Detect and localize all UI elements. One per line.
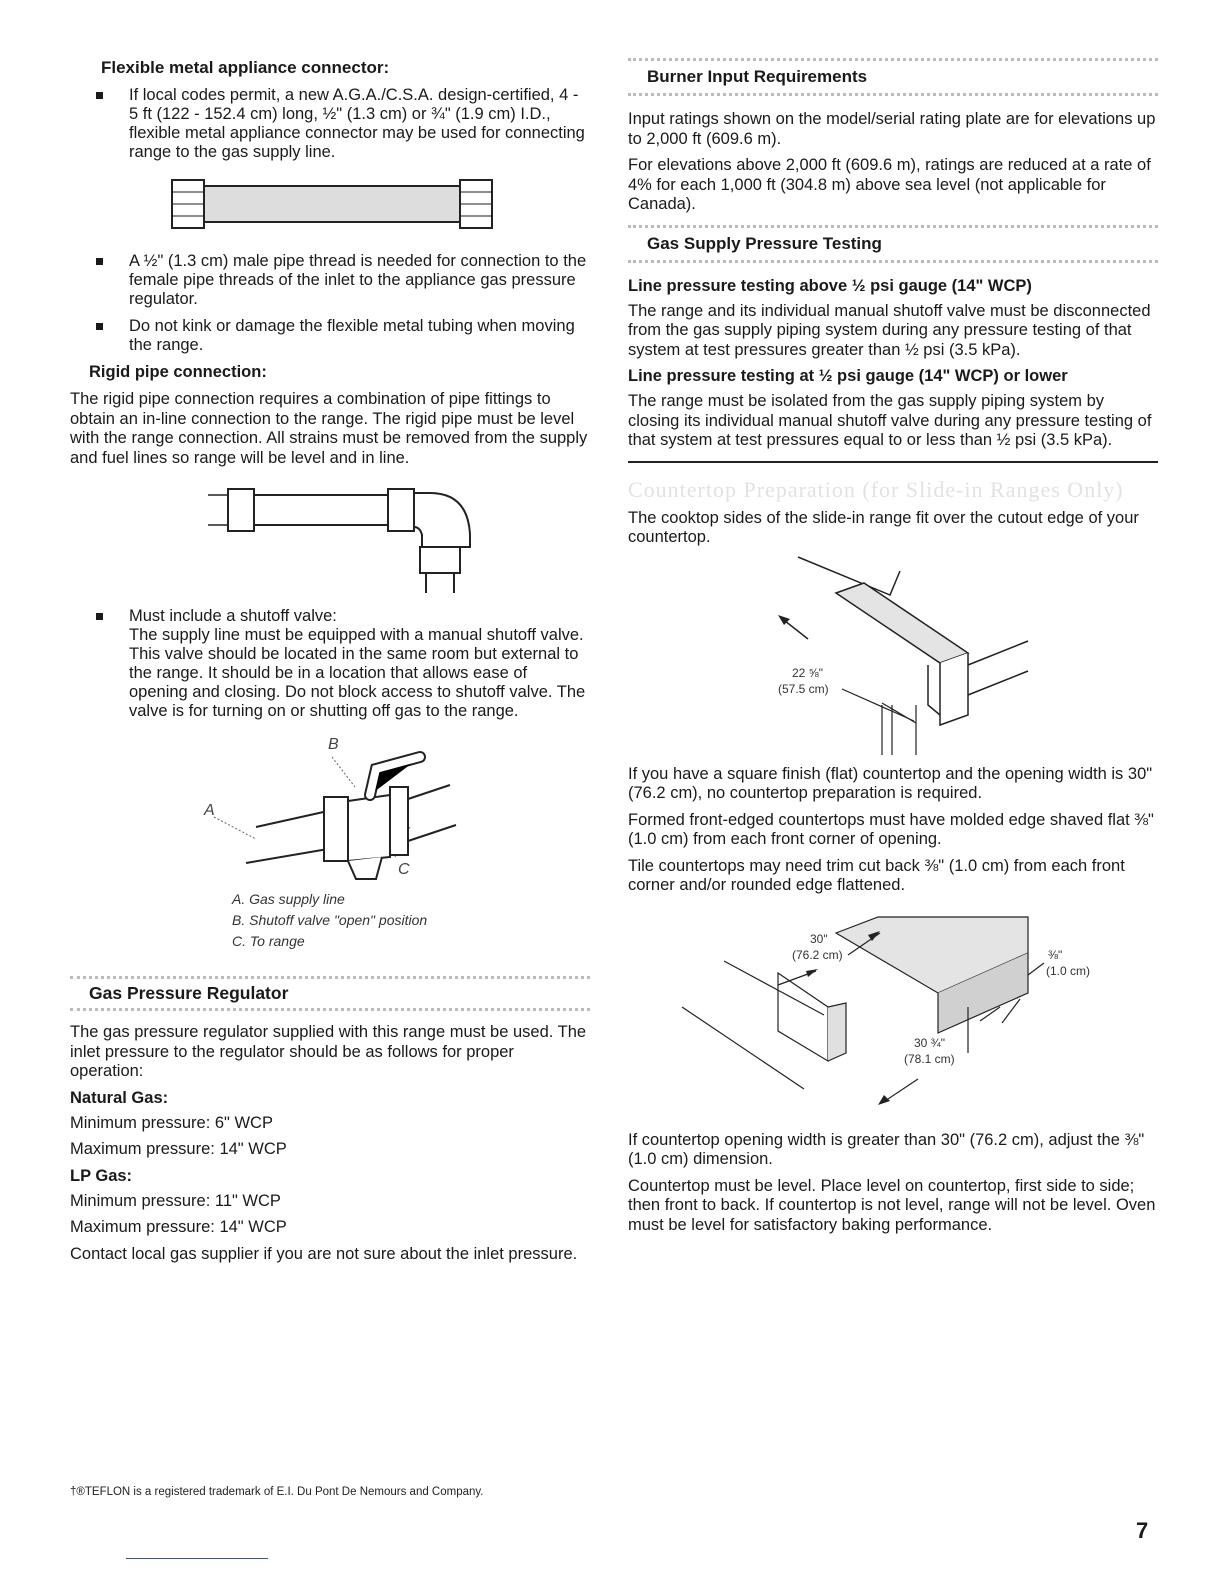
lp-min: Minimum pressure: 11" WCP bbox=[70, 1191, 281, 1210]
level-text: Countertop must be level. Place level on countertop, first side to side; then front to back. If countertop is not level, range will not be level. Oven must be level for satisfactory baking performance. bbox=[628, 1176, 1156, 1234]
dim-1cm: (1.0 cm) bbox=[1046, 963, 1091, 978]
page-number: 7 bbox=[1136, 1518, 1149, 1543]
greater-text: If countertop opening width is greater than 30" (76.2 cm), adjust the ⅜" (1.0 cm) dimension. bbox=[628, 1130, 1145, 1168]
left-column bbox=[70, 58, 590, 1271]
label-b: B bbox=[328, 736, 339, 753]
tile-text: Tile countertops may need trim cut back ⅜" (1.0 cm) from each front corner and/or rounded edge flattened. bbox=[628, 856, 1125, 894]
label-a: A bbox=[204, 802, 215, 819]
dim-30-3-4: 30 ¾" bbox=[914, 1035, 945, 1050]
countertop-title: Countertop Preparation (for Slide-in Ranges Only) bbox=[628, 461, 1158, 503]
at-heading: Line pressure testing at ½ psi gauge (14" WCP) or lower bbox=[628, 367, 1068, 385]
divider bbox=[126, 1558, 268, 1559]
above-text: The range and its individual manual shutoff valve must be disconnected from the gas supply piping system during any pressure testing of that system at test pressures greater than ½ psi (3.5 kPa). bbox=[628, 301, 1151, 359]
formed-text: Formed front-edged countertops must have molded edge shaved flat ⅜" (1.0 cm) from each front corner of opening. bbox=[628, 810, 1154, 848]
natural-max: Maximum pressure: 14" WCP bbox=[70, 1140, 287, 1158]
natural-gas-heading: Natural Gas: bbox=[70, 1088, 169, 1107]
rigid-heading: Rigid pipe connection: bbox=[89, 363, 267, 381]
dim-57: (57.5 cm) bbox=[778, 681, 829, 696]
list-item: Do not kink or damage the flexible metal tubing when moving the range. bbox=[70, 317, 590, 355]
connector-heading: Flexible metal appliance connector: bbox=[101, 58, 390, 77]
cooktop-text: The cooktop sides of the slide-in range fit over the cutout edge of your countertop. bbox=[628, 508, 1139, 546]
dim-3-8: ⅜" bbox=[1048, 947, 1063, 962]
burner-text-1: Input ratings shown on the model/serial rating plate are for elevations up to 2,000 ft (609.6 m). bbox=[628, 110, 1156, 148]
flexible-connector-illustration bbox=[70, 170, 590, 240]
cooktop-fit-illustration bbox=[628, 555, 1158, 765]
burner-text-2: For elevations above 2,000 ft (609.6 m), ratings are reduced at a rate of 4% for each 1,000 ft (304.8 m) above sea level (not applicable for Canada). bbox=[628, 156, 1151, 213]
list-item: A ½" (1.3 cm) male pipe thread is needed for connection to the female pipe threads of the inlet to the appliance gas pressure regulator. bbox=[70, 252, 590, 309]
supply-testing-heading: Gas Supply Pressure Testing bbox=[628, 225, 1158, 263]
square-text: If you have a square finish (flat) countertop and the opening width is 30" (76.2 cm), no countertop preparation is required. bbox=[628, 764, 1153, 802]
natural-min: Minimum pressure: 6" WCP bbox=[70, 1113, 273, 1132]
caption: A. Gas supply line bbox=[232, 891, 345, 907]
caption: C. To range bbox=[232, 933, 305, 949]
label-c: C bbox=[398, 861, 410, 878]
list-item: Must include a shutoff valve: The supply line must be equipped with a manual shutoff valve. This valve should be located in the same room but external to the range. It should be in a location that allows ease of opening and closing. Do not block access to shutoff valve. The valve is for turning on or shutting off gas to the range. bbox=[70, 607, 590, 721]
at-text: The range must be isolated from the gas supply piping system by closing its individual manual shutoff valve during any pressure testing of that system at test pressures equal to or less than ½ psi (3.5 kPa). bbox=[628, 392, 1152, 449]
lp-max: Maximum pressure: 14" WCP bbox=[70, 1218, 287, 1236]
dim-78: (78.1 cm) bbox=[904, 1051, 955, 1066]
regulator-heading: Gas Pressure Regulator bbox=[70, 976, 590, 1011]
dim-76: (76.2 cm) bbox=[792, 947, 843, 962]
above-heading: Line pressure testing above ½ psi gauge (14" WCP) bbox=[628, 276, 1032, 295]
caption: B. Shutoff valve "open" position bbox=[232, 912, 428, 928]
rigid-pipe-illustration bbox=[70, 475, 590, 595]
list-item: If local codes permit, a new A.G.A./C.S.A. design-certified, 4 - 5 ft (122 - 152.4 cm) long, ½" (1.3 cm) or ¾" (1.9 cm) I.D., flexible metal appliance connector may be used for connecting range to the gas supply line. bbox=[70, 86, 590, 162]
regulator-text: The gas pressure regulator supplied with this range must be used. The inlet pressure to the regulator should be as follows for proper operation: bbox=[70, 1023, 587, 1080]
shutoff-valve-illustration bbox=[70, 729, 590, 889]
trademark-footnote: †®TEFLON is a registered trademark of E.I. Du Pont De Nemours and Company. bbox=[70, 1486, 484, 1498]
contact-text: Contact local gas supplier if you are not sure about the inlet pressure. bbox=[70, 1244, 578, 1263]
rigid-text: The rigid pipe connection requires a combination of pipe fittings to obtain an in-line connection to the range. The rigid pipe must be level with the range connection. All strains must be removed from the supply and fuel lines so range will be level and in line. bbox=[70, 390, 588, 467]
burner-heading: Burner Input Requirements bbox=[628, 58, 1158, 96]
dim-22: 22 ⅝" bbox=[792, 665, 823, 680]
right-column bbox=[628, 58, 1158, 1242]
countertop-cutout-illustration bbox=[628, 903, 1158, 1123]
lp-gas-heading: LP Gas: bbox=[70, 1166, 133, 1185]
dim-30: 30" bbox=[810, 931, 828, 946]
